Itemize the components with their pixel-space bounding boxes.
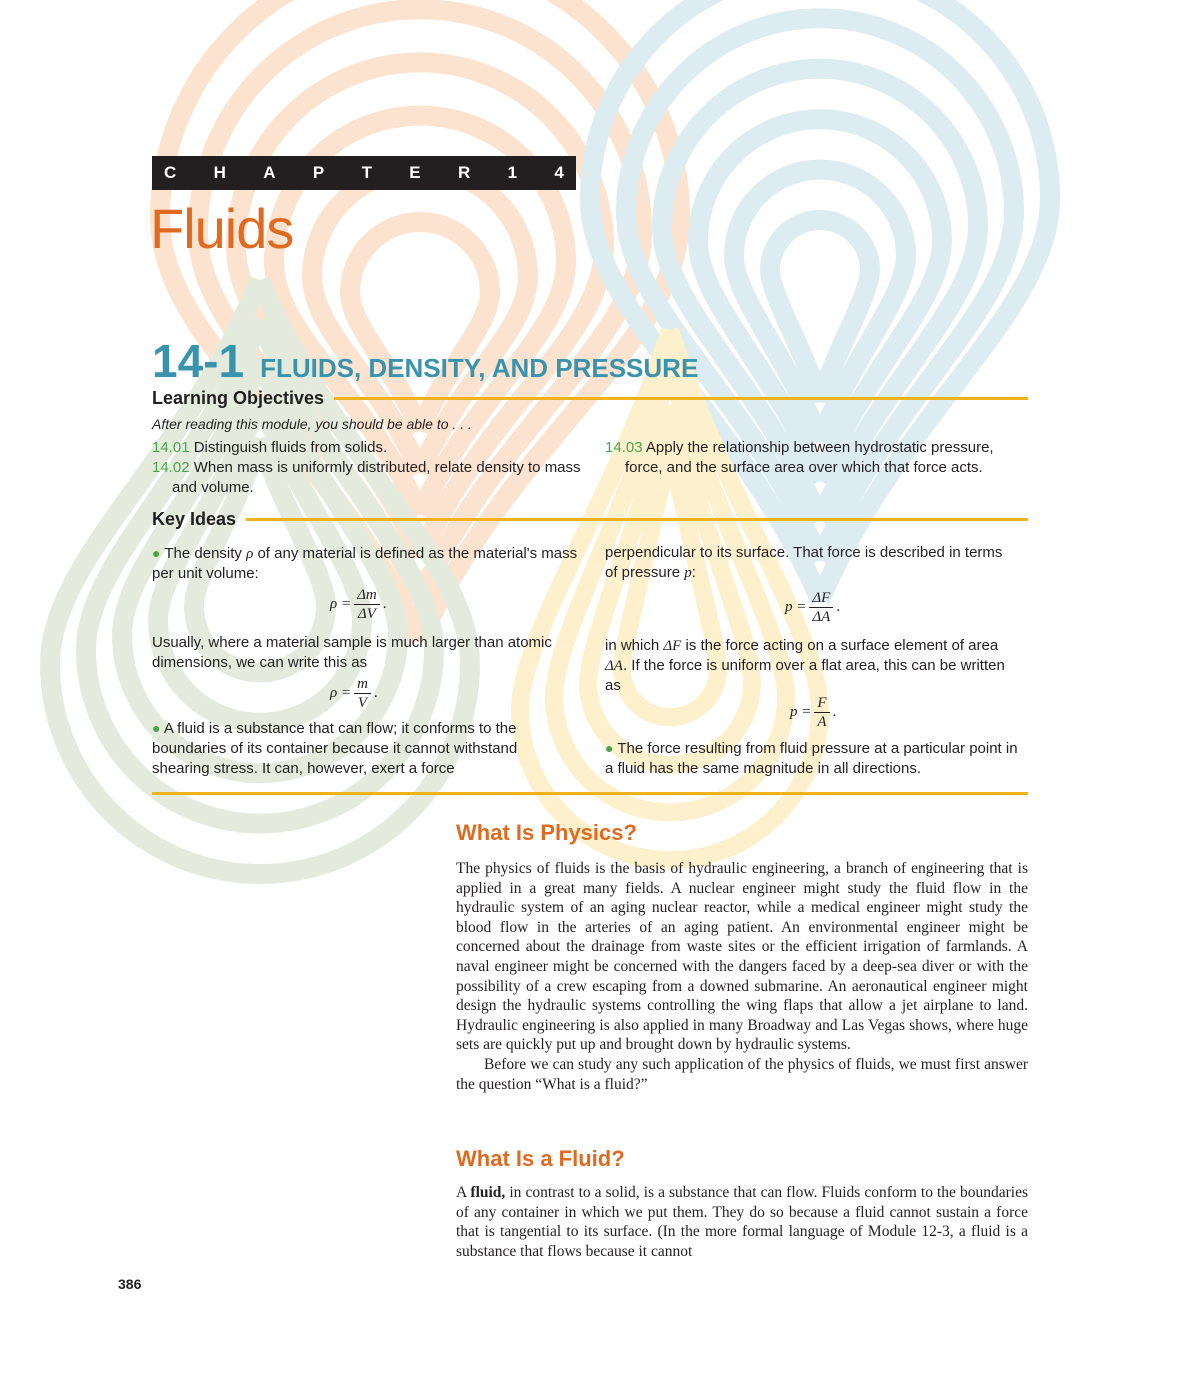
objectives-left-column (152, 438, 582, 498)
chapter-label-letter: P (312, 163, 325, 182)
key-ideas-heading: Key Ideas (152, 509, 1028, 530)
chapter-label-letter: 4 (554, 163, 564, 182)
objective-item: 14.02 When mass is uniformly distributed, relate density to mass and volume. (152, 459, 581, 496)
bullet-icon: ● (152, 720, 161, 736)
equation-density-delta: ρ = $\frac{\Delta m}{\Delta V}$ . (330, 587, 387, 622)
key-idea-pressure-direction: ● The force resulting from fluid pressure at a particular point in a fluid has the same magnitude in all directions. (605, 740, 1018, 777)
heading-rule (246, 518, 1028, 521)
equation-pressure: p = $\frac{F}{A}$ . (790, 695, 837, 730)
module-heading (152, 334, 698, 388)
chapter-label-letter: R (457, 163, 471, 182)
key-idea-density-note: Usually, where a material sample is much larger than atomic dimensions, we can write this as (152, 634, 552, 671)
bullet-icon: ● (152, 545, 161, 561)
physics-section-body (456, 859, 1028, 1094)
chapter-label-bar (152, 156, 576, 190)
key-idea-density: ● The density ρ of any material is defined as the material's mass per unit volume: (152, 545, 578, 582)
equation-pressure-delta: p = $\frac{\Delta F}{\Delta A}$ . (785, 590, 841, 625)
heading-rule (334, 397, 1028, 400)
fluid-section-body: A fluid, in contrast to a solid, is a substance that can flow. Fluids conform to the boundaries of any container in which we put them. They do so because a fluid cannot sustain a force that is tangential to its surface. (In the more formal language of Module 12-3, a fluid is a substance that flows because it cannot (456, 1184, 1028, 1260)
objective-item: 14.03 Apply the relationship between hydrostatic pressure, force, and the surface area over which that force acts. (605, 439, 994, 476)
module-title: FLUIDS, DENSITY, AND PRESSURE (260, 353, 699, 383)
key-idea-pressure: perpendicular to its surface. That force is described in terms of pressure p: (605, 544, 1003, 581)
key-idea-pressure-note: in which ΔF is the force acting on a surface element of area ΔA. If the force is uniform over a flat area, this can be written as (605, 637, 1005, 694)
chapter-label-letter: T (361, 163, 372, 182)
term-fluid: fluid, (470, 1184, 506, 1201)
chapter-title: Fluids (150, 197, 294, 260)
key-ideas-bottom-rule (152, 792, 1028, 795)
objectives-right-column (605, 438, 1028, 478)
learning-objectives-intro: After reading this module, you should be able to . . . (152, 416, 472, 432)
section-heading-what-is-a-fluid: What Is a Fluid? (456, 1146, 625, 1171)
page-number: 386 (118, 1276, 142, 1292)
module-number: 14-1 (152, 335, 245, 387)
chapter-label-letter: 1 (507, 163, 518, 182)
learning-objectives-heading: Learning Objectives (152, 388, 1028, 409)
chapter-label-letter: H (213, 163, 226, 182)
equation-density: ρ = $\frac{m}{V}$ . (330, 676, 378, 711)
objective-item: 14.01 Distinguish fluids from solids. (152, 439, 388, 456)
paragraph: The physics of fluids is the basis of hydraulic engineering, a branch of engineering that is applied in a great many fields. A nuclear engineer might study the fluid flow in the hydraulic system of an aging nuclear reactor, while a medical engineer might study the blood flow in the arteries of an aging patient. An environmental engineer might be concerned about the drainage from waste sites or the efficient irrigation of farmlands. A naval engineer might be concerned with the dangers faced by a deep-sea diver or with the possibility of a crew escaping from a downed submarine. An aeronautical engineer might design the hydraulic systems controlling the wing flaps that allow a jet airplane to land. Hydraulic engineering is also applied in many Broadway and Las Vegas shows, where huge sets are quickly put up and brought down by hydraulic systems. (456, 860, 1028, 1054)
section-heading-what-is-physics: What Is Physics? (456, 820, 637, 845)
chapter-label-letter: C (164, 163, 177, 182)
bullet-icon: ● (605, 740, 614, 756)
chapter-label-letter: E (409, 163, 421, 182)
key-idea-fluid: ● A fluid is a substance that can flow; it conforms to the boundaries of its container because it cannot withstand shearing stress. It can, however, exert a force (152, 720, 518, 777)
chapter-label-letter: A (263, 163, 276, 182)
paragraph: Before we can study any such application of the physics of fluids, we must first answer the question “What is a fluid?” (456, 1055, 1028, 1093)
